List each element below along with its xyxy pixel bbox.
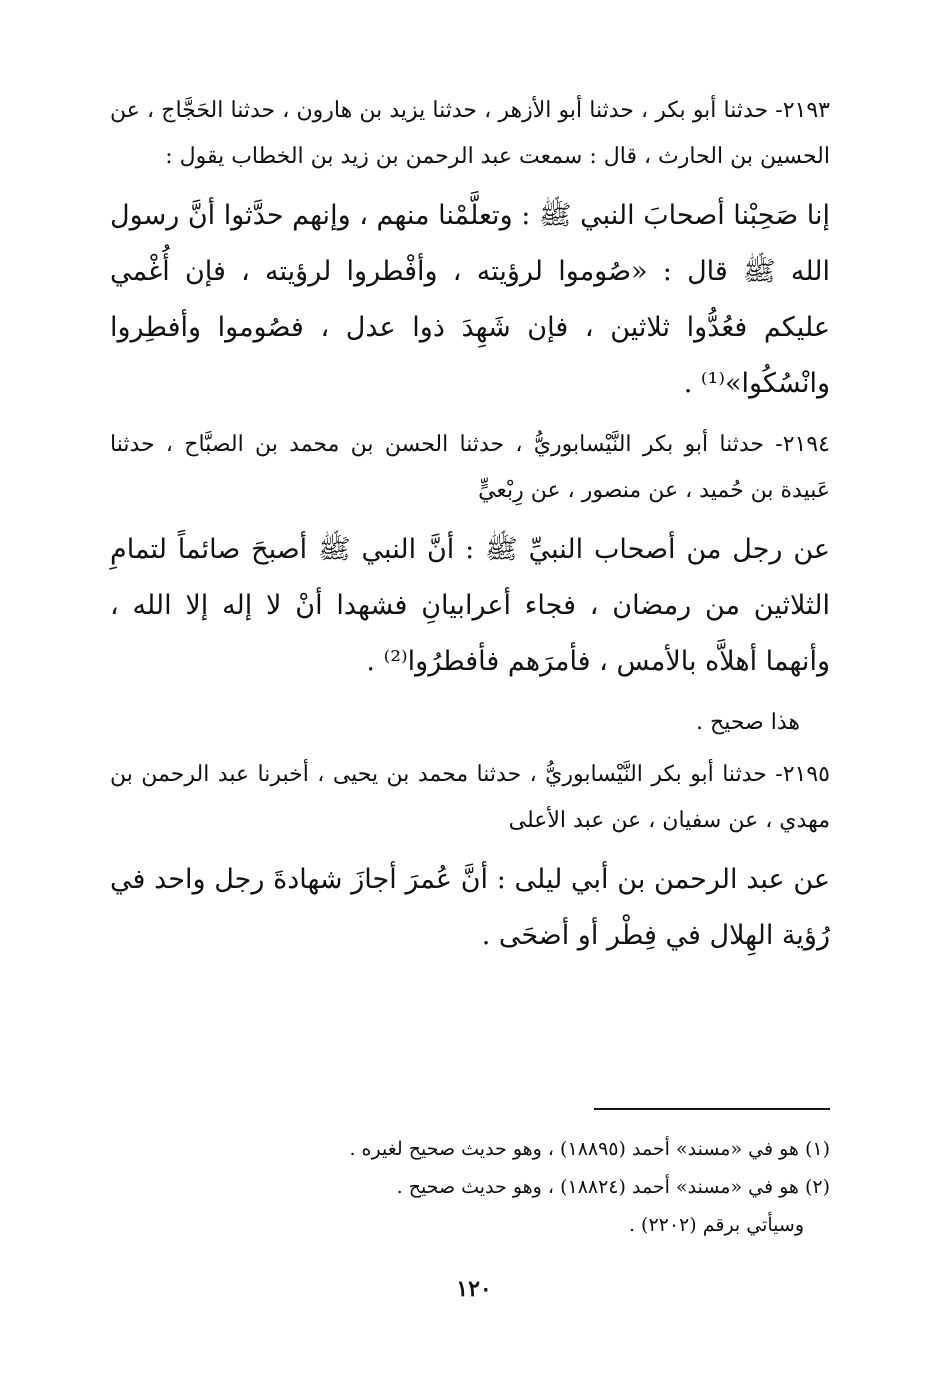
hadith-2194-grading: هذا صحيح . bbox=[696, 710, 800, 735]
hadith-2194-isnad: ٢١٩٤- حدثنا أبو بكر النَّيْسابوريُّ ، حدثنا الحسن بن محمد بن الصبَّاح ، حدثنا عَبيدة بن حُميد ، عن منصور ، عن رِبْعيٍّ bbox=[110, 432, 830, 503]
hadith-2195-isnad: ٢١٩٥- حدثنا أبو بكر النَّيْسابوريُّ ، حدثنا محمد بن يحيى ، أخبرنا عبد الرحمن بن مهدي ، عن سفيان ، عن عبد الأعلى bbox=[110, 762, 830, 833]
hadith-2193-isnad: ٢١٩٣- حدثنا أبو بكر ، حدثنا أبو الأزهر ، حدثنا يزيد بن هارون ، حدثنا الحَجَّاج ، عن الحسين بن الحارث ، قال : سمعت عبد الرحمن بن زيد بن الخطاب يقول : bbox=[110, 98, 830, 169]
footnotes bbox=[270, 1130, 830, 1244]
hadith-2194-matn: عن رجل من أصحاب النبيِّ ﷺ : أنَّ النبي ﷺ أصبحَ صائماً لتمامِ الثلاثين من رمضان ، فجاء أعرابيانِ فشهدا أنْ لا إله إلا الله ، وأنهما أهلاَّه بالأمس ، فأمرَهم فأفطرُوا⁽²⁾ . bbox=[110, 534, 830, 677]
page-number: ١٢٠ bbox=[456, 1276, 492, 1302]
footnote-2: (٢) هو في «مسند» أحمد (١٨٨٢٤) ، وهو حديث صحيح . bbox=[396, 1176, 830, 1198]
footnote-divider bbox=[594, 1108, 830, 1110]
page-body bbox=[110, 88, 830, 974]
footnote-2-continuation: وسيأتي برقم (٢٢٠٢) . bbox=[628, 1214, 804, 1236]
hadith-2193-matn: إنا صَحِبْنا أصحابَ النبي ﷺ : وتعلَّمْنا منهم ، وإنهم حدَّثوا أنَّ رسول الله ﷺ قال : «صُوموا لرؤيته ، وأفْطروا لرؤيته ، فإن أُغْمي عليكم فعُدُّوا ثلاثين ، فإن شَهِدَ ذوا عدل ، فصُوموا وأفطِروا وانْسُكُوا»⁽¹⁾ . bbox=[110, 200, 830, 399]
hadith-2195-matn: عن عبد الرحمن بن أبي ليلى : أنَّ عُمرَ أجازَ شهادةَ رجل واحد في رُؤية الهِلال في فِطْر أو أضحَى . bbox=[110, 864, 830, 951]
footnote-1: (١) هو في «مسند» أحمد (١٨٨٩٥) ، وهو حديث صحيح لغيره . bbox=[349, 1138, 830, 1160]
